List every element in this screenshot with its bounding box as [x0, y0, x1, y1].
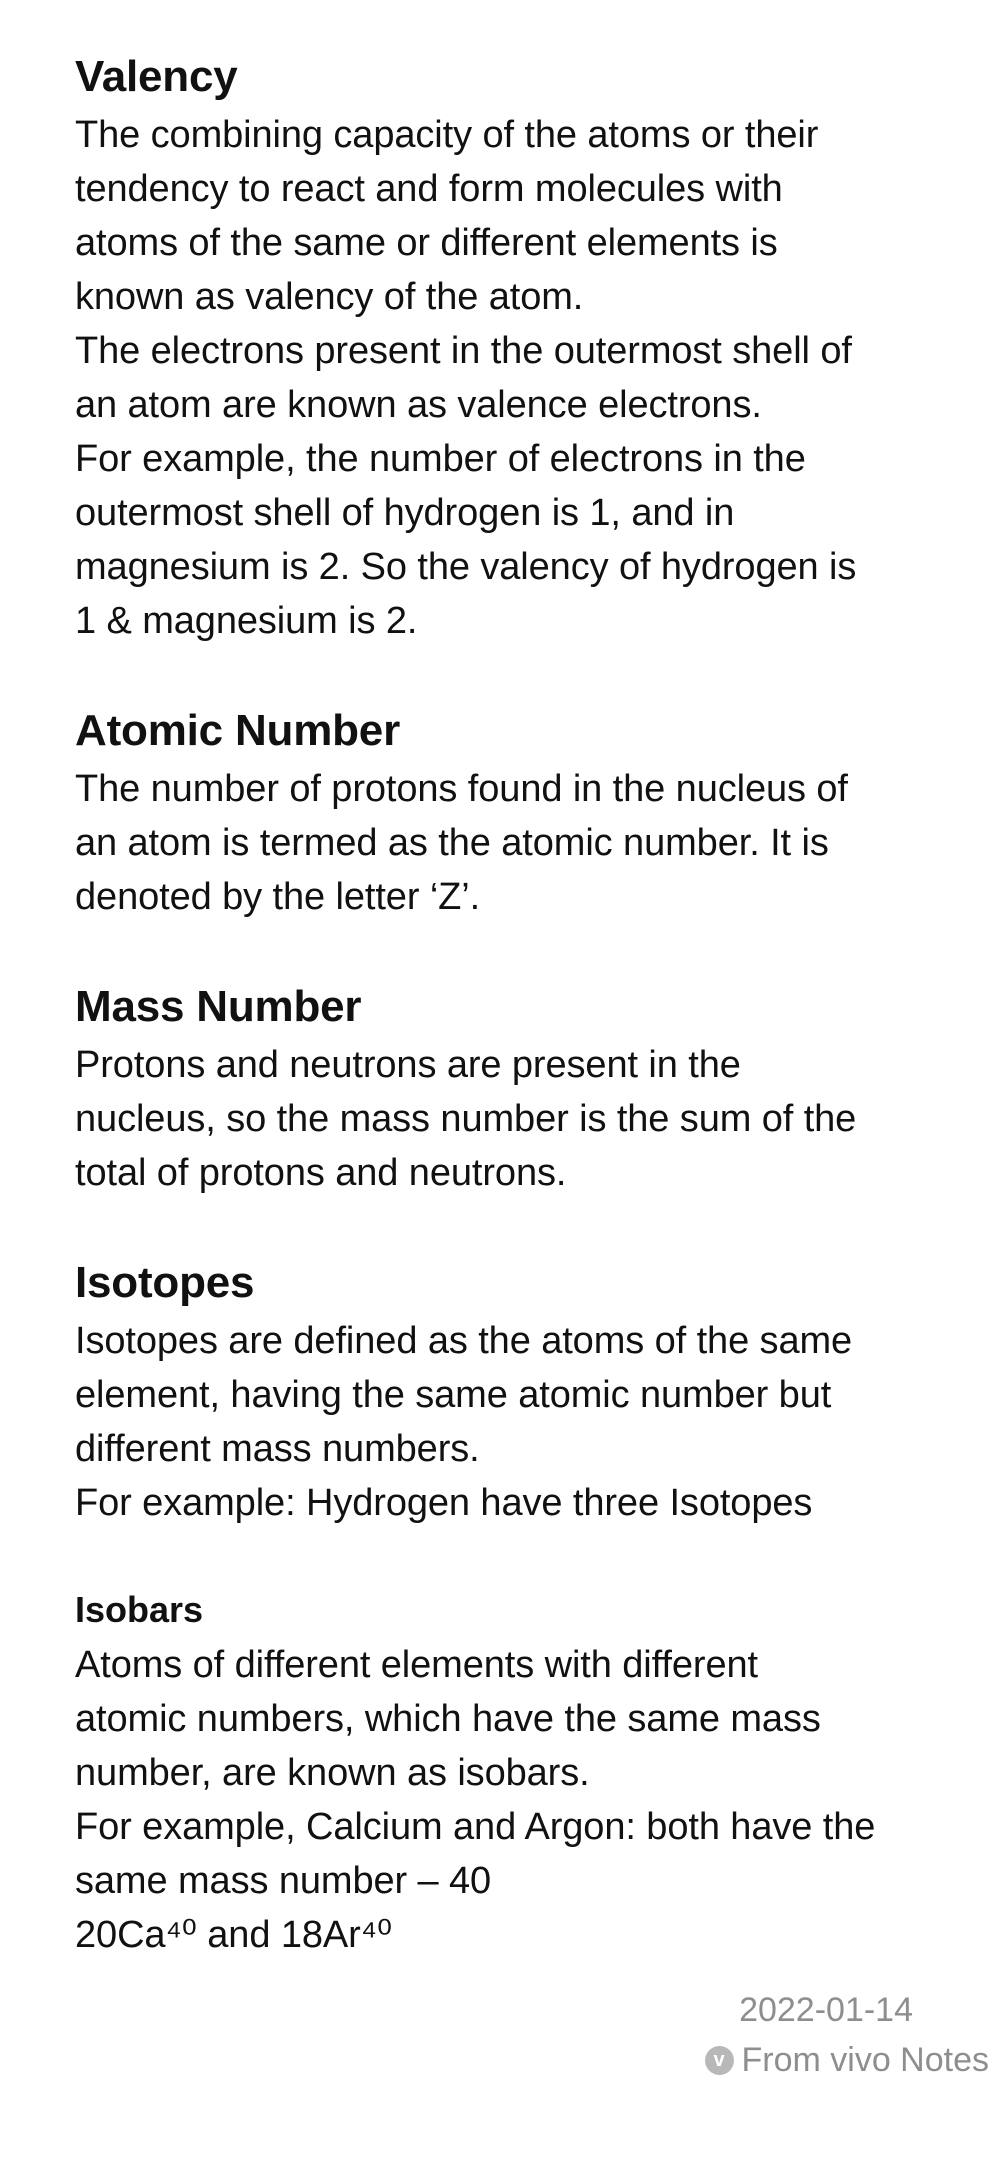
note-content	[75, 46, 935, 2014]
section-body: Protons and neutrons are present in the nucleus, so the mass number is the sum of the total of protons and neutrons.	[75, 1044, 857, 1194]
section-valency	[75, 46, 935, 648]
note-source	[705, 2036, 990, 2084]
section-isobars	[75, 1582, 935, 1962]
section-heading: Isobars	[75, 1589, 204, 1630]
section-mass-number	[75, 976, 935, 1200]
section-body: Atoms of different elements with different atomic numbers, which have the same mass number, are known as isobars. For example, Calcium and Argon: both have the same mass number – 40 20Ca⁴⁰ and 18Ar⁴⁰	[75, 1644, 876, 1956]
note-date: 2022-01-14	[739, 1991, 913, 2029]
section-atomic-number	[75, 700, 935, 924]
note-footer	[0, 1986, 1002, 2096]
section-heading: Valency	[75, 52, 238, 101]
section-body: Isotopes are defined as the atoms of the same element, having the same atomic number but different mass numbers. For example: Hydrogen have three Isotopes	[75, 1320, 853, 1524]
section-body: The number of protons found in the nucleus of an atom is termed as the atomic number. It is denoted by the letter ‘Z’.	[75, 768, 848, 918]
source-label: From vivo Notes	[741, 2041, 989, 2079]
section-heading: Mass Number	[75, 982, 362, 1031]
section-heading: Isotopes	[75, 1258, 255, 1307]
vivo-logo-icon: v	[705, 2046, 734, 2075]
section-heading: Atomic Number	[75, 706, 400, 755]
section-isotopes	[75, 1252, 935, 1530]
section-body: The combining capacity of the atoms or their tendency to react and form molecules with atoms of the same or different elements is known as valency of the atom. The electrons present in the outermost shell of an atom are known as valence electrons. For example, the number of electrons in the outermost shell of hydrogen is 1, and in magnesium is 2. So the valency of hydrogen is 1 & magnesium is 2.	[75, 114, 857, 642]
